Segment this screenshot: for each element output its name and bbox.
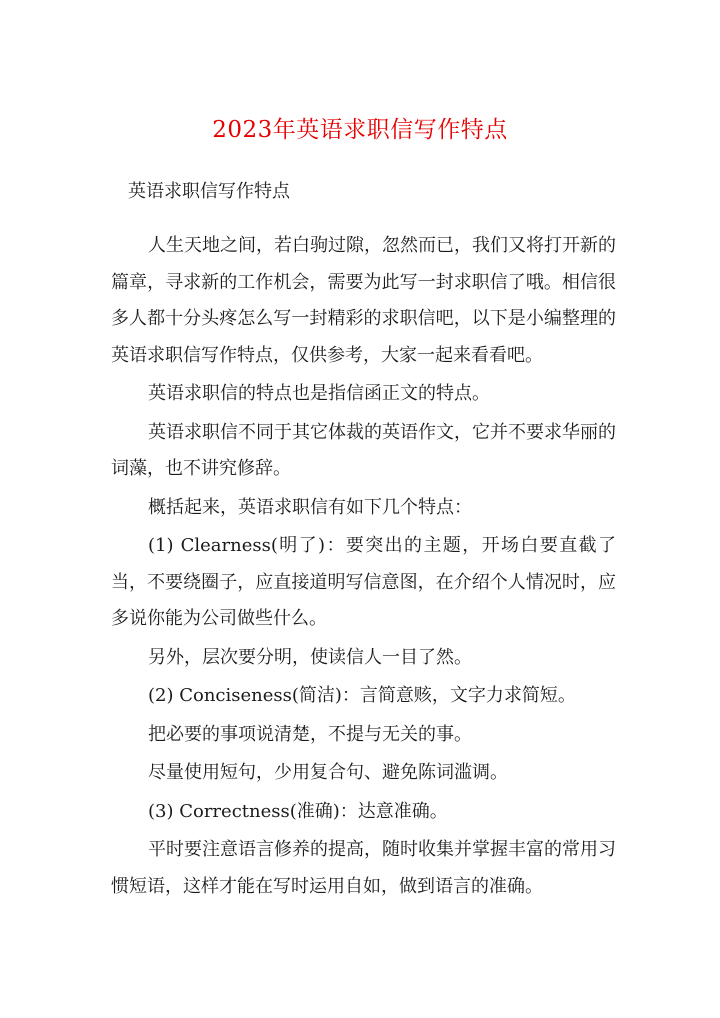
document-title: 2023年英语求职信写作特点 <box>212 117 508 143</box>
paragraph-intro: 人生天地之间，若白驹过隙，忽然而已，我们又将打开新的篇章，寻求新的工作机会，需要为此写一封求职信了哦。相信很多人都十分头疼怎么写一封精彩的求职信吧，以下是小编整理的英语求职信写作特点，仅供参考，大家一起来看看吧。 <box>111 235 616 366</box>
paragraph-conciseness: (2) Conciseness(简洁)：言简意赅，文字力求简短。 <box>148 685 576 706</box>
paragraph: 概括起来，英语求职信有如下几个特点： <box>148 496 472 518</box>
document-body <box>111 174 616 907</box>
paragraph-correctness: (3) Correctness(准确)：达意准确。 <box>148 800 448 822</box>
document-subtitle: 英语求职信写作特点 <box>128 181 290 202</box>
paragraph: 尽量使用短句，少用复合句、避免陈词滥调。 <box>148 762 508 783</box>
paragraph: 把必要的事项说清楚，不提与无关的事。 <box>148 723 472 745</box>
paragraph: 另外，层次要分明，使读信人一目了然。 <box>148 646 472 668</box>
paragraph-clearness: (1) Clearness(明了)：要突出的主题，开场白要直截了当，不要绕圈子，应直接道明写信意图，在介绍个人情况时，应多说你能为公司做些什么。 <box>111 535 616 629</box>
paragraph: 平时要注意语言修养的提高，随时收集并掌握丰富的常用习惯短语，这样才能在写时运用自如，做到语言的准确。 <box>111 839 616 897</box>
paragraph: 英语求职信不同于其它体裁的英语作文，它并不要求华丽的词藻，也不讲究修辞。 <box>111 421 616 479</box>
paragraph: 英语求职信的特点也是指信函正文的特点。 <box>148 383 490 404</box>
